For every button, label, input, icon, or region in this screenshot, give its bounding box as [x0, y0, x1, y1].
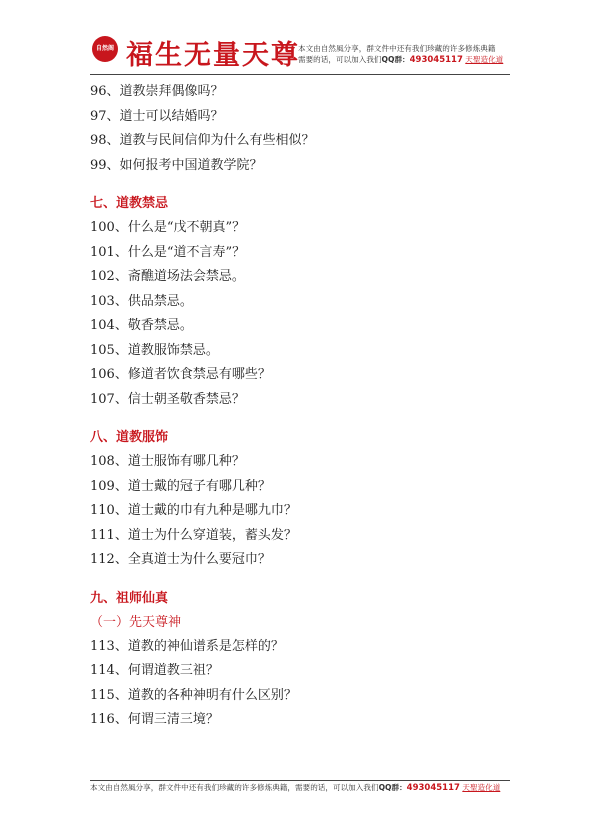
footer-divider — [90, 780, 510, 781]
header-note — [298, 43, 523, 66]
list-item: 105、道教服饰禁忌。 — [90, 342, 219, 358]
list-item: 112、全真道士为什么要冠巾？ — [90, 552, 271, 567]
list-item: 99、如何报考中国道教学院？ — [90, 157, 263, 173]
list-item: 116、何谓三清三境？ — [90, 712, 219, 727]
list-item: 102、斋醮道场法会禁忌。 — [90, 269, 245, 284]
list-item: 114、何谓道教三祖？ — [90, 663, 219, 678]
list-item: 110、道士戴的巾有九种是哪九巾？ — [90, 503, 297, 518]
header-qq-group-link[interactable]: 天聖造化道 — [465, 55, 504, 64]
list-item: 104、敬香禁忌。 — [90, 318, 193, 333]
header-divider — [90, 74, 510, 75]
section-heading: 九、祖师仙真 — [90, 590, 169, 606]
page-header — [0, 0, 601, 80]
list-item: 115、道教的各种神明有什么区别？ — [90, 687, 297, 703]
header-note-line1: 本文由自然風分享，群文件中还有我们珍藏的许多修炼典籍 — [298, 44, 496, 53]
list-item: 97、道士可以结婚吗？ — [90, 108, 224, 124]
list-item: 108、道士服饰有哪几种？ — [90, 454, 245, 469]
section-heading: 七、道教禁忌 — [90, 196, 169, 211]
list-item: 106、修道者饮食禁忌有哪些？ — [90, 367, 271, 382]
list-item: 96、道教崇拜偶像吗？ — [90, 84, 224, 99]
section-taboos — [90, 192, 520, 412]
header-note-line2 — [298, 54, 523, 66]
list-item: 111、道士为什么穿道装，蓄头发？ — [90, 527, 297, 543]
footer-text: 本文由自然風分享，群文件中还有我们珍藏的许多修炼典籍，需要的话，可以加入我们 — [90, 783, 379, 792]
seal-logo: 自然阁 — [92, 36, 118, 62]
section-attire — [90, 426, 520, 573]
list-item: 107、信士朝圣敬香禁忌？ — [90, 391, 245, 407]
header-qq-label: QQ群： — [381, 55, 410, 64]
header-qq-number: 493045117 — [409, 55, 463, 65]
subsection-heading: （一）先天尊神 — [90, 614, 182, 630]
brand-title: 福生无量天尊 — [126, 40, 300, 71]
footer-qq-group-link[interactable]: 天聖造化道 — [462, 783, 501, 792]
list-item: 103、供品禁忌。 — [90, 293, 193, 309]
list-item: 109、道士戴的冠子有哪几种？ — [90, 478, 271, 494]
header-note-prefix: 需要的话，可以加入我们 — [298, 55, 382, 64]
section-heading: 八、道教服饰 — [90, 430, 169, 445]
list-item: 100、什么是“戊不朝真”？ — [90, 220, 246, 235]
page-footer — [90, 782, 510, 794]
section-immortals — [90, 587, 520, 733]
group-intro — [90, 80, 520, 178]
list-item: 101、什么是“道不言寿”？ — [90, 244, 246, 260]
list-item: 113、道教的神仙谱系是怎样的？ — [90, 638, 284, 654]
footer-qq-number: 493045117 — [406, 783, 460, 793]
footer-qq-label: QQ群： — [378, 783, 407, 792]
question-list — [90, 80, 520, 733]
list-item: 98、道教与民间信仰为什么有些相似？ — [90, 133, 315, 148]
